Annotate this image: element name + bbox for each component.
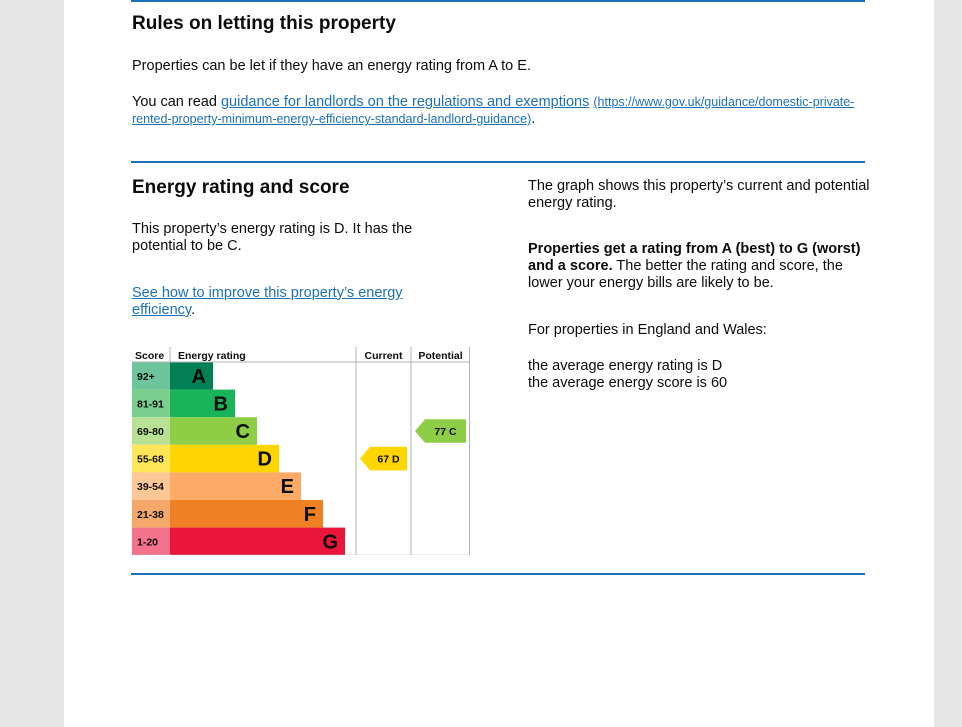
- rating-explanation: [528, 241, 873, 292]
- improve-link[interactable]: See how to improve this property’s energy efficiency: [132, 285, 403, 318]
- rating-explanation-bold: Properties get a rating from A (best) to G (worst) and a score.: [528, 241, 861, 274]
- improve-suffix: .: [191, 302, 196, 318]
- rating-explanation-rest: The better the rating and score, the lower your energy bills are likely to be.: [528, 258, 843, 291]
- rating-header: Energy rating: [178, 350, 246, 362]
- score-range-c: 69-80: [137, 426, 164, 438]
- average-score: the average energy score is 60: [528, 375, 728, 391]
- band-letter-a: A: [191, 365, 206, 388]
- guidance-suffix: .: [531, 111, 536, 127]
- score-range-d: 55-68: [137, 453, 164, 466]
- energy-heading: Energy rating and score: [132, 177, 350, 198]
- guidance-prefix: You can read: [132, 94, 221, 110]
- potential-rating-label: 77 C: [434, 426, 457, 438]
- improve-paragraph: [132, 285, 432, 319]
- current-rating-label: 67 D: [377, 453, 400, 466]
- band-letter-g: G: [322, 531, 338, 554]
- score-range-b: 81-91: [137, 398, 164, 411]
- section-divider: [131, 0, 865, 2]
- potential-header: Potential: [418, 350, 463, 362]
- region-label: For properties in England and Wales:: [528, 322, 767, 338]
- rules-paragraph: Properties can be let if they have an energy rating from A to E.: [132, 58, 531, 74]
- band-letter-f: F: [303, 503, 316, 526]
- band-letter-d: D: [257, 448, 272, 471]
- current-header: Current: [364, 350, 403, 362]
- band-letter-c: C: [235, 421, 250, 443]
- section-divider: [131, 573, 865, 575]
- energy-rating-graph: [132, 347, 470, 555]
- band-letter-b: B: [213, 393, 228, 416]
- guidance-paragraph: [132, 94, 862, 128]
- guidance-url[interactable]: (https://www.gov.uk/guidance/domestic-private-rented-property-minimum-energy-efficiency-standard-landlord-guidance): [132, 95, 855, 126]
- score-range-a: 92+: [137, 370, 155, 383]
- average-rating: the average energy rating is D: [528, 358, 723, 374]
- guidance-link[interactable]: guidance for landlords on the regulations and exemptions: [220, 94, 590, 110]
- energy-rating-chart: [132, 347, 470, 555]
- band-bar-f: [170, 500, 323, 528]
- band-letter-e: E: [280, 476, 294, 499]
- score-range-f: 21-38: [137, 508, 164, 521]
- page: [64, 0, 934, 727]
- band-bar-g: [170, 528, 345, 555]
- score-range-g: 1-20: [137, 536, 159, 549]
- score-header: Score: [135, 350, 165, 362]
- score-range-e: 39-54: [137, 481, 164, 494]
- energy-rating-paragraph: This property’s energy rating is D. It has the potential to be C.: [132, 221, 413, 254]
- section-divider: [131, 161, 865, 163]
- rules-heading: Rules on letting this property: [132, 13, 396, 34]
- graph-description: The graph shows this property’s current and potential energy rating.: [528, 178, 870, 211]
